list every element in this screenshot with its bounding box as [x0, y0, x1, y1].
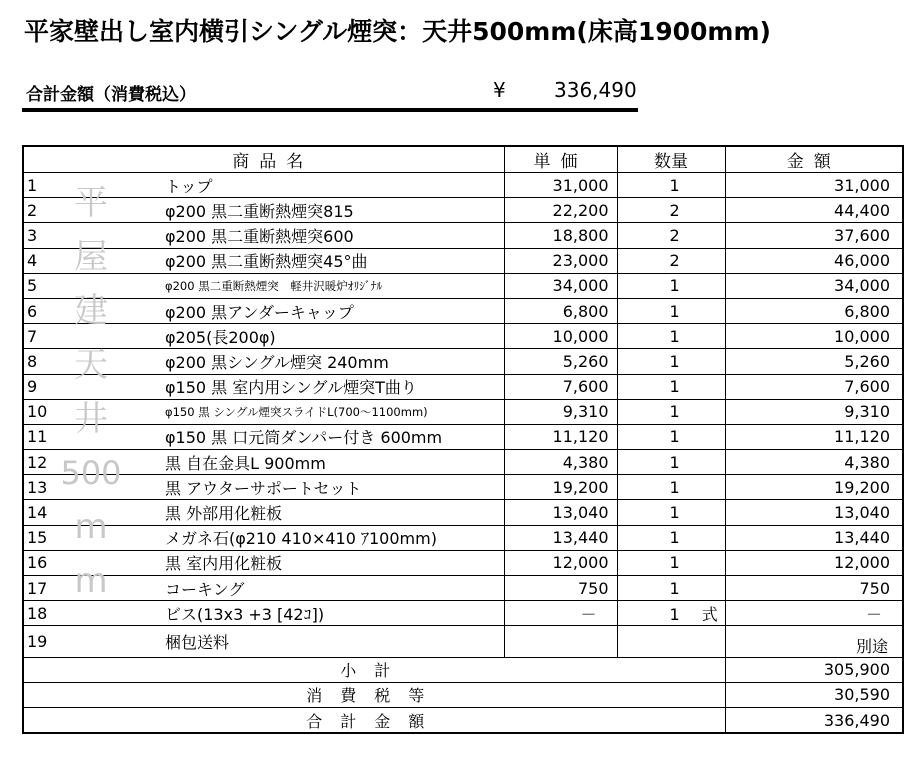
unit-price: 4,380: [504, 450, 617, 475]
grand-total-value: 336,490: [725, 707, 903, 733]
amount: 9,310: [725, 399, 903, 424]
table-row: [23, 173, 903, 198]
amount: 13,440: [725, 525, 903, 550]
row-number: 12: [23, 450, 45, 475]
unit-price: 7,600: [504, 374, 617, 399]
quantity: [617, 248, 725, 273]
quantity-value: 2: [669, 200, 680, 220]
unit-price: 9,310: [504, 399, 617, 424]
amount: －: [725, 601, 903, 626]
table-row: [23, 601, 903, 626]
table-row: [23, 450, 903, 475]
item-name: メガネ石(φ210 410×410 ｱ100mm): [45, 525, 504, 550]
quantity: [617, 223, 725, 248]
watermark-char: 平: [74, 183, 108, 223]
item-name: φ200 黒アンダーキャップ: [45, 298, 504, 323]
amount: 4,380: [725, 450, 903, 475]
tax-label: 消費税等: [23, 682, 725, 707]
quantity: [617, 450, 725, 475]
unit-price: 750: [504, 576, 617, 601]
subtotal-row: [23, 657, 903, 682]
quantity: [617, 475, 725, 500]
table-row: [23, 273, 903, 298]
table-row: [23, 424, 903, 449]
item-name: トップ: [45, 173, 504, 198]
quantity-value: 1: [669, 477, 680, 497]
item-name: φ150 黒 口元筒ダンパー付き 600mm: [45, 424, 504, 449]
amount: 10,000: [725, 324, 903, 349]
quantity-value: 1: [669, 402, 680, 422]
table-row: [23, 198, 903, 223]
unit-price: 18,800: [504, 223, 617, 248]
unit-price: 34,000: [504, 273, 617, 298]
table-row: [23, 248, 903, 273]
quantity-value: 1: [669, 175, 680, 195]
row-number: 11: [23, 424, 45, 449]
row-number: 8: [23, 349, 45, 374]
item-name: 黒 外部用化粧板: [45, 500, 504, 525]
amount: 別途: [725, 626, 903, 657]
row-number: 13: [23, 475, 45, 500]
header-no: [23, 146, 45, 173]
item-name: φ200 黒シングル煙突 240mm: [45, 349, 504, 374]
item-name: ビス(13x3 +3 [42ｺ]): [45, 601, 504, 626]
item-name: φ200 黒二重断熱煙突 軽井沢暖炉ｵﾘｼﾞﾅﾙ: [45, 273, 504, 298]
table-row: [23, 525, 903, 550]
item-name: 黒 室内用化粧板: [45, 550, 504, 575]
quantity: [617, 399, 725, 424]
amount: 37,600: [725, 223, 903, 248]
unit-price: 31,000: [504, 173, 617, 198]
quantity: [617, 525, 725, 550]
table-row: [23, 475, 903, 500]
item-name: φ200 黒二重断熱煙突815: [45, 198, 504, 223]
quantity: [617, 576, 725, 601]
unit-price: －: [504, 601, 617, 626]
table-row: [23, 626, 903, 657]
unit-price: 13,040: [504, 500, 617, 525]
quantity-value: 1: [669, 578, 680, 598]
subtotal-label: 小計: [23, 657, 725, 682]
row-number: 1: [23, 173, 45, 198]
table-row: [23, 223, 903, 248]
quantity: [617, 198, 725, 223]
quantity: [617, 298, 725, 323]
quantity-value: 1: [669, 427, 680, 447]
header-qty: 数量: [617, 146, 725, 173]
amount: 6,800: [725, 298, 903, 323]
unit-price: [504, 626, 617, 657]
amount: 13,040: [725, 500, 903, 525]
unit-price: 13,440: [504, 525, 617, 550]
amount: 46,000: [725, 248, 903, 273]
watermark-char: m: [74, 561, 108, 601]
unit-price: 19,200: [504, 475, 617, 500]
row-number: 9: [23, 374, 45, 399]
header-amount: 金額: [725, 146, 903, 173]
amount: 34,000: [725, 273, 903, 298]
quantity: [617, 349, 725, 374]
row-number: 2: [23, 198, 45, 223]
amount: 750: [725, 576, 903, 601]
quantity: [617, 626, 725, 657]
unit-price: 10,000: [504, 324, 617, 349]
quantity-value: 2: [669, 251, 680, 271]
table-row: [23, 500, 903, 525]
quantity: [617, 324, 725, 349]
total-label: 合計金額（消費税込）: [26, 85, 196, 105]
items-table: [22, 145, 904, 734]
table-row: [23, 349, 903, 374]
table-row: [23, 374, 903, 399]
quantity: [617, 424, 725, 449]
watermark-char: m: [74, 507, 108, 547]
amount: 11,120: [725, 424, 903, 449]
tax-value: 30,590: [725, 682, 903, 707]
tax-row: [23, 682, 903, 707]
amount: 31,000: [725, 173, 903, 198]
amount: 19,200: [725, 475, 903, 500]
quantity: [617, 550, 725, 575]
watermark-char: 井: [74, 399, 108, 439]
item-name: 黒 自在金具L 900mm: [45, 450, 504, 475]
row-number: 16: [23, 550, 45, 575]
amount: 44,400: [725, 198, 903, 223]
row-number: 18: [23, 601, 45, 626]
quantity-value: 1: [669, 604, 680, 624]
row-number: 5: [23, 273, 45, 298]
quantity-value: 1: [669, 301, 680, 321]
quantity-value: 1: [669, 503, 680, 523]
row-number: 4: [23, 248, 45, 273]
table-row: [23, 324, 903, 349]
total-underline: [22, 108, 638, 112]
quantity-value: 1: [669, 326, 680, 346]
item-name: φ200 黒二重断熱煙突45°曲: [45, 248, 504, 273]
row-number: 14: [23, 500, 45, 525]
quantity-value: 1: [669, 351, 680, 371]
quantity-value: 1: [669, 377, 680, 397]
table-header-row: [23, 146, 903, 173]
row-number: 7: [23, 324, 45, 349]
item-name: φ200 黒二重断熱煙突600: [45, 223, 504, 248]
quantity-value: 1: [669, 276, 680, 296]
item-name: φ150 黒 シングル煙突スライドL(700～1100mm): [45, 399, 504, 424]
unit-price: 5,260: [504, 349, 617, 374]
table-row: [23, 399, 903, 424]
total-amount: 336,490: [554, 78, 637, 102]
row-number: 6: [23, 298, 45, 323]
quantity-value: 1: [669, 452, 680, 472]
item-name: 黒 アウターサポートセット: [45, 475, 504, 500]
header-name: 商品名: [45, 146, 504, 173]
quantity: [617, 500, 725, 525]
yen-symbol: ¥: [493, 78, 506, 102]
row-number: 10: [23, 399, 45, 424]
quantity: [617, 374, 725, 399]
table-row: [23, 576, 903, 601]
unit-price: 12,000: [504, 550, 617, 575]
quantity: [617, 273, 725, 298]
row-number: 3: [23, 223, 45, 248]
amount: 5,260: [725, 349, 903, 374]
unit-price: 6,800: [504, 298, 617, 323]
subtotal-value: 305,900: [725, 657, 903, 682]
quantity-value: 1: [669, 553, 680, 573]
row-number: 19: [23, 626, 45, 657]
amount: 12,000: [725, 550, 903, 575]
item-name: コーキング: [45, 576, 504, 601]
grand-total-label: 合計金額: [23, 707, 725, 733]
quantity-unit: 式: [701, 604, 718, 624]
page-title: 平家壁出し室内横引シングル煙突：天井500mm(床高1900mm): [24, 17, 771, 46]
watermark-char: 屋: [74, 237, 108, 277]
watermark-char: 500: [60, 454, 122, 492]
quantity: [617, 601, 725, 626]
quantity-value: 2: [669, 225, 680, 245]
row-number: 17: [23, 576, 45, 601]
watermark-char: 建: [74, 291, 108, 331]
unit-price: 22,200: [504, 198, 617, 223]
amount: 7,600: [725, 374, 903, 399]
header-price: 単価: [504, 146, 617, 173]
quantity-value: 1: [669, 528, 680, 548]
table-row: [23, 550, 903, 575]
item-name: 梱包送料: [45, 626, 504, 657]
table-row: [23, 298, 903, 323]
watermark-char: 天: [74, 345, 108, 385]
quantity: [617, 173, 725, 198]
row-number: 15: [23, 525, 45, 550]
unit-price: 11,120: [504, 424, 617, 449]
unit-price: 23,000: [504, 248, 617, 273]
item-name: φ150 黒 室内用シングル煙突T曲り: [45, 374, 504, 399]
grand-total-row: [23, 707, 903, 733]
item-name: φ205(長200φ): [45, 324, 504, 349]
